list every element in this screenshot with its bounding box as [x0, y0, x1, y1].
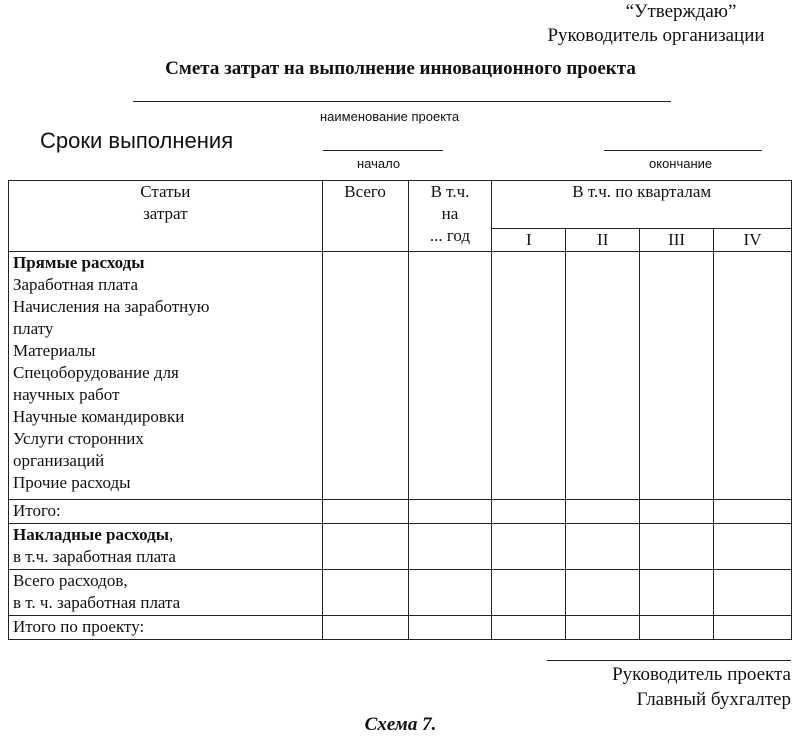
budget-table	[8, 180, 792, 640]
header-q4: IV	[714, 229, 792, 252]
document-title: Смета затрат на выполнение инновационного проекта	[165, 58, 636, 79]
scheme-caption: Схема 7.	[364, 714, 437, 735]
approval-block	[521, 0, 791, 48]
empty-cell	[566, 524, 640, 570]
direct-expenses-heading: Прямые расходы	[13, 253, 145, 272]
empty-cell	[492, 570, 566, 616]
empty-cell	[322, 616, 408, 640]
empty-cell	[640, 570, 714, 616]
empty-cell	[714, 252, 792, 500]
empty-cell	[640, 616, 714, 640]
empty-cell	[322, 252, 408, 500]
empty-cell	[714, 500, 792, 524]
all-expenses-label: Всего расходов,	[13, 571, 128, 590]
header-items-line2: затрат	[143, 204, 188, 223]
overhead-cell	[9, 524, 323, 570]
all-expenses-salary: в т. ч. заработная плата	[13, 593, 181, 612]
header-items	[9, 181, 323, 252]
signature-line	[547, 660, 791, 661]
header-total: Всего	[322, 181, 408, 252]
header-items-line1: Статьи	[140, 182, 191, 201]
empty-cell	[408, 524, 492, 570]
header-year	[408, 181, 492, 252]
direct-item-travel: Научные командировки	[13, 407, 185, 426]
header-q3: III	[640, 229, 714, 252]
empty-cell	[492, 252, 566, 500]
direct-item-salary: Заработная плата	[13, 275, 139, 294]
header-q2: II	[566, 229, 640, 252]
empty-cell	[714, 616, 792, 640]
empty-cell	[322, 524, 408, 570]
start-date-line	[323, 150, 443, 151]
empty-cell	[408, 252, 492, 500]
empty-cell	[640, 524, 714, 570]
empty-cell	[322, 570, 408, 616]
direct-expenses-cell	[9, 252, 323, 500]
direct-item-services-cont: организаций	[13, 451, 105, 470]
empty-cell	[714, 570, 792, 616]
direct-item-equipment-cont: научных работ	[13, 385, 120, 404]
project-total-label: Итого по проекту:	[9, 616, 323, 640]
overhead-heading: Накладные расходы	[13, 525, 170, 544]
empty-cell	[566, 616, 640, 640]
header-year-line3: ... год	[429, 226, 471, 245]
header-q1: I	[492, 229, 566, 252]
empty-cell	[566, 500, 640, 524]
empty-cell	[566, 252, 640, 500]
project-manager-signature: Руководитель проекта	[612, 664, 791, 685]
project-name-line	[133, 101, 671, 102]
approval-role: Руководитель организации	[547, 25, 765, 46]
direct-item-equipment: Спецоборудование для	[13, 363, 179, 382]
empty-cell	[492, 500, 566, 524]
end-date-caption: окончание	[649, 156, 713, 171]
direct-item-other: Прочие расходы	[13, 473, 131, 492]
direct-item-services: Услуги сторонних	[13, 429, 144, 448]
header-year-line1: В т.ч.	[430, 182, 470, 201]
overhead-comma: ,	[169, 525, 174, 544]
overhead-salary: в т.ч. заработная плата	[13, 547, 176, 566]
project-name-caption: наименование проекта	[320, 109, 460, 124]
subtotal-label: Итого:	[9, 500, 323, 524]
direct-item-materials: Материалы	[13, 341, 96, 360]
empty-cell	[322, 500, 408, 524]
empty-cell	[640, 252, 714, 500]
empty-cell	[408, 500, 492, 524]
end-date-line	[604, 150, 762, 151]
empty-cell	[408, 616, 492, 640]
empty-cell	[714, 524, 792, 570]
empty-cell	[492, 524, 566, 570]
empty-cell	[408, 570, 492, 616]
header-quarters: В т.ч. по кварталам	[492, 181, 792, 229]
deadlines-label: Сроки выполнения	[40, 128, 234, 153]
header-year-line2: на	[441, 204, 459, 223]
empty-cell	[566, 570, 640, 616]
approval-stamp: “Утверждаю”	[625, 1, 737, 22]
all-expenses-cell	[9, 570, 323, 616]
direct-item-accruals: Начисления на заработную	[13, 297, 210, 316]
direct-item-accruals-cont: плату	[13, 319, 54, 338]
empty-cell	[492, 616, 566, 640]
empty-cell	[640, 500, 714, 524]
chief-accountant-signature: Главный бухгалтер	[636, 689, 791, 710]
start-date-caption: начало	[357, 156, 401, 171]
